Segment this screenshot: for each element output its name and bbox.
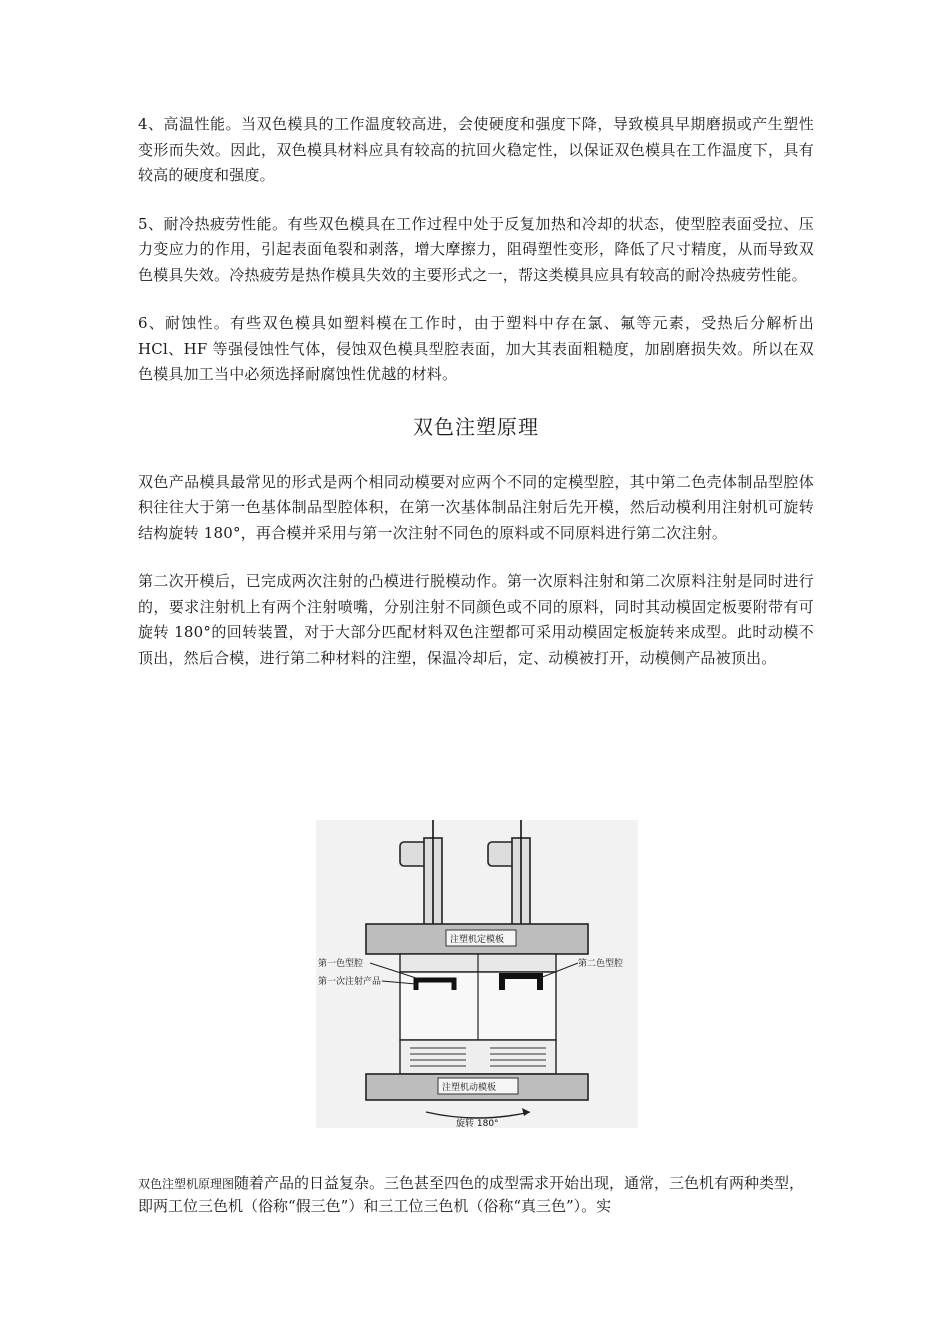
document-body	[138, 112, 814, 694]
label-moving-plate: 注塑机动模板	[442, 1083, 497, 1093]
figure-caption: 双色注塑机原理图	[138, 1177, 235, 1191]
caption-block	[138, 1172, 814, 1217]
label-cavity2: 第二色型腔	[578, 959, 624, 969]
paragraph-principle-1: 双色产品模具最常见的形式是两个相同动模要对应两个不同的定模型腔，其中第二色壳体制品型腔体积往往大于第一色基体制品型腔体积，在第一次基体制品注射后先开模，然后动模利用注射机可旋转结构旋转 180°，再合模并采用与第一次注射不同色的原料或不同原料进行第二次注射。	[138, 472, 814, 542]
label-product1: 第一次注射产品	[318, 977, 382, 987]
diagram-svg	[316, 820, 638, 1128]
paragraph-thermal-fatigue: 5、耐冷热疲劳性能。有些双色模具在工作过程中处于反复加热和冷却的状态，使型腔表面受拉、压力变应力的作用，引起表面龟裂和剥落，增大摩擦力，阻碍塑性变形，降低了尺寸精度，从而导致双色模具失效。冷热疲劳是热作模具失效的主要形式之一，帮这类模具应具有较高的耐冷热疲劳性能。	[138, 214, 814, 284]
label-fixed-plate: 注塑机定模板	[450, 935, 505, 945]
paragraph-high-temp: 4、高温性能。当双色模具的工作温度较高进，会使硬度和强度下降，导致模具早期磨损或产生塑性变形而失效。因此，双色模具材料应具有较高的抗回火稳定性，以保证双色模具在工作温度下，具有较高的硬度和强度。	[138, 115, 814, 184]
label-rotate: 旋转 180°	[456, 1119, 499, 1128]
label-cavity1: 第一色型腔	[318, 959, 364, 969]
caption-text: 随着产品的日益复杂。三色甚至四色的成型需求开始出现，通常，三色机有两种类型，即两工位三色机（俗称“假三色”）和三工位三色机（俗称“真三色”）。实	[138, 1174, 805, 1215]
section-title: 双色注塑原理	[413, 414, 539, 439]
paragraph-principle-2: 第二次开模后，已完成两次注射的凸模进行脱模动作。第一次原料注射和第二次原料注射是同时进行的，要求注射机上有两个注射喷嘴，分别注射不同颜色或不同的原料，同时其动模固定板要附带有可旋转 180°的回转装置，对于大部分匹配材料双色注塑都可采用动模固定板旋转来成型。此时动模不顶出，然后合模，进行第二种材料的注塑，保温冷却后，定、动模被打开，动模侧产品被顶出。	[138, 572, 814, 667]
paragraph-corrosion: 6、耐蚀性。有些双色模具如塑料模在工作时，由于塑料中存在氯、氟等元素，受热后分解析出 HCl、HF 等强侵蚀性气体，侵蚀双色模具型腔表面，加大其表面粗糙度，加剧磨损失效。所以在双色模具加工当中必须选择耐腐蚀性优越的材料。	[138, 314, 814, 383]
two-color-mold-diagram	[316, 820, 638, 1128]
